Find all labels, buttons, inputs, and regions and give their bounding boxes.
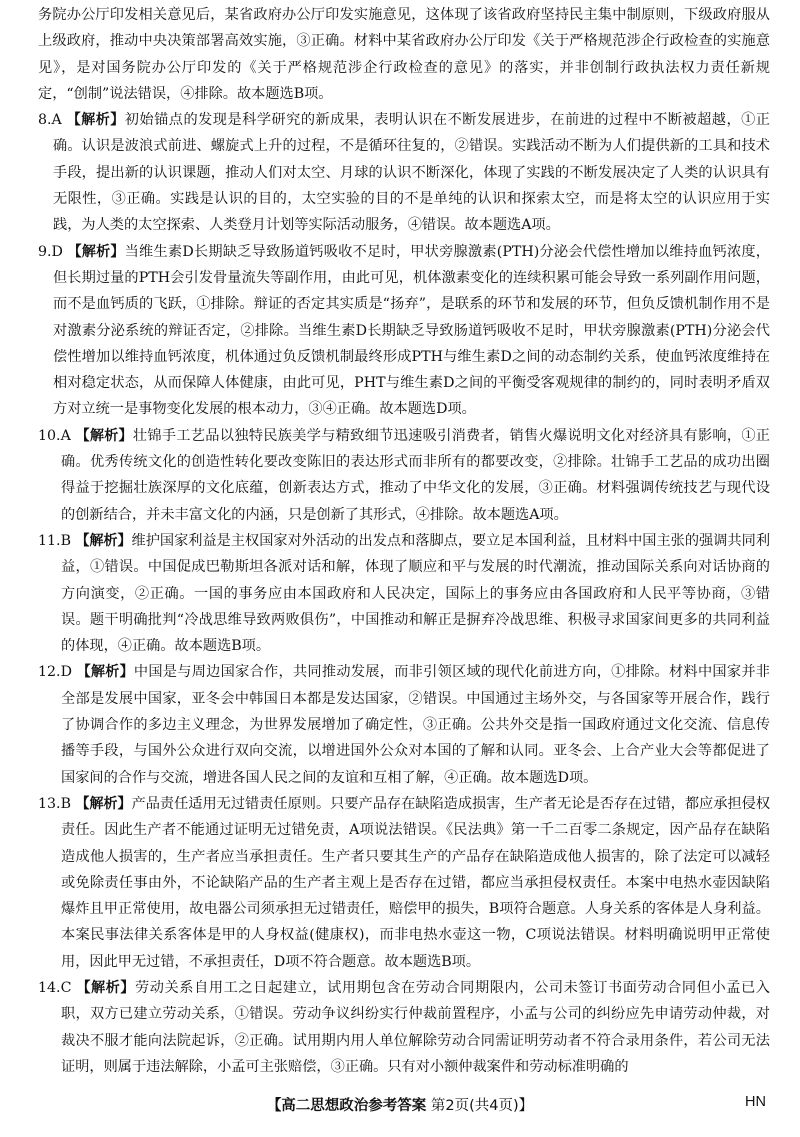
intro-paragraph: 务院办公厅印发相关意见后，某省政府办公厅印发实施意见，这体现了该省政府坚持民主集中制原则，下级政府服从上级政府，推动中央决策部署高效实施，③正确。材料中某省政府办公厅印发《关于严格规范涉企行政检查的实施意见》，是对国务院办公厅印发的《关于严格规范涉企行政检查的意见》的落实，并非创制行政执法权力责任新规定，“创制”说法错误，④排除。故本题选B项。	[38, 7, 770, 102]
item-answer: B	[60, 532, 72, 549]
item-answer: A	[51, 112, 62, 129]
item-text: 中国是与周边国家合作，共同推动发展，而非引领区域的现代化前进方向，①排除。材料中国家并非全部是发展中国家，亚冬会中韩国日本都是发达国家，②错误。中国通过主场外交，与各国家等开展合作，践行了协调合作的多边主义理念，为世界发展增加了确定性，③正确。公共外交是指一国政府通过文化交流、信息传播等手段，与国外公众进行双向交流，以增进国外公众对本国的了解和认同。亚冬会、上合产业大会等都促进了国家间的合作与交流，增进各国人民之间的友谊和互相了解，④正确。故本题选D项。	[61, 664, 770, 786]
page-footer	[0, 1094, 800, 1124]
answer-item-11	[38, 528, 770, 659]
answer-item-13	[38, 791, 770, 975]
item-number: 11.	[38, 532, 61, 549]
item-text: 当维生素D长期缺乏导致肠道钙吸收不足时，甲状旁腺激素(PTH)分泌会代偿性增加以维持血钙浓度，但长期过量的PTH会引发骨量流失等副作用，由此可见，机体激素变化的连续积累可能会导致一系列副作用问题，而不是血钙质的飞跃，①排除。辩证的否定其实质是“扬弃”，是联系的环节和发展的环节，但负反馈机制作用不是对激素分泌系统的辩证否定，②排除。当维生素D长期缺乏导致肠道钙吸收不足时，甲状旁腺激素(PTH)分泌会代偿性增加以维持血钙浓度，机体通过负反馈机制最终形成PTH与维生素D之间的动态制约关系，使血钙浓度维持在相对稳定状态，从而保障人体健康，由此可见，PHT与维生素D之间的平衡受客观规律的制约的，同时表明矛盾双方对立统一是事物变化发展的根本动力，③④正确。故本题选D项。	[53, 243, 770, 418]
item-text: 壮锦手工艺品以独特民族美学与精致细节迅速吸引消费者，销售火爆说明文化对经济具有影响，①正确。优秀传统文化的创造性转化要改变陈旧的表达形式而非所有的都要改变，②排除。壮锦手工艺品的成功出圈得益于挖掘壮族深厚的文化底蕴，创新表达方式，推动了中华文化的发展，③正确。材料强调传统技艺与现代设的创新结合，并未丰富文化的内涵，只是创新了其形式，④排除。故本题选A项。	[61, 427, 770, 523]
answer-item-14	[38, 975, 770, 1080]
answer-item-9	[38, 239, 770, 423]
item-answer: D	[60, 664, 72, 681]
item-number: 8.	[38, 112, 52, 129]
item-answer: B	[60, 795, 72, 812]
answer-item-10	[38, 423, 770, 528]
item-number: 9.	[38, 243, 52, 260]
footer-page-number: 第2页(共4页)】	[430, 1098, 534, 1114]
analysis-tag: 【解析】	[66, 112, 125, 129]
item-text: 产品责任适用无过错责任原则。只要产品存在缺陷造成损害，生产者无论是否存在过错，都应承担侵权责任。因此生产者不能通过证明无过错免责，A项说法错误。《民法典》第一千二百零二条规定，因产品存在缺陷造成他人损害的，生产者应当承担责任。生产者只要其生产的产品存在缺陷造成他人损害的，除了法定可以减轻或免除责任事由外，不论缺陷产品的生产者主观上是否存在过错，都应当承担侵权责任。本案中电热水壶因缺陷爆炸且甲正常使用，故电器公司须承担无过错责任，赔偿甲的损失，B项符合题意。人身关系的客体是人身利益。本案民事法律关系客体是甲的人身权益(健康权)，而非电热水壶这一物，C项说法错误。材料明确说明甲正常使用，因此甲无过错，不承担责任，D项不符合题意。故本题选B项。	[61, 795, 771, 970]
analysis-tag: 【解析】	[76, 979, 135, 996]
analysis-tag: 【解析】	[75, 795, 132, 812]
footer-center	[0, 1094, 800, 1115]
answer-content	[38, 2, 770, 1080]
item-text: 劳动关系自用工之日起建立，试用期包含在劳动合同期限内，公司未签订书面劳动合同但小孟已入职，双方已建立劳动关系，①错误。劳动争议纠纷实行仲裁前置程序，小孟与公司的纠纷应先申请劳动仲裁，对裁决不服才能向法院起诉，②正确。试用期内用人单位解除劳动合同需证明劳动者不符合录用条件，若公司无法证明，则属于违法解除，小孟可主张赔偿，③正确。只有对小额仲裁案件和劳动标准明确的	[61, 979, 770, 1075]
answer-item-12	[38, 659, 770, 790]
answer-item-8	[38, 107, 770, 238]
analysis-tag: 【解析】	[76, 664, 134, 681]
item-number: 13.	[38, 795, 61, 812]
item-answer: A	[60, 427, 71, 444]
item-number: 10.	[38, 427, 61, 444]
analysis-tag: 【解析】	[67, 243, 125, 260]
item-answer: C	[60, 979, 72, 996]
item-text: 维护国家利益是主权国家对外活动的出发点和落脚点，要立足本国利益，且材料中国主张的强调共同利益，①错误。中国促成巴勒斯坦各派对话和解，体现了顺应和平与发展的时代潮流，推动国际关系向对话协商的方向演变，②正确。一国的事务应由本国政府和人民决定，国际上的事务应由各国政府和人民平等协商，③错误。题干明确批判“冷战思维导致两败俱伤”，中国推动和解正是摒弃冷战思维、积极寻求国家间更多的共同利益的体现，④正确。故本题选B项。	[61, 532, 771, 655]
analysis-tag: 【解析】	[75, 532, 132, 549]
item-text: 初始锚点的发现是科学研究的新成果，表明认识在不断发展进步，在前进的过程中不断被超越，①正确。认识是波浪式前进、螺旋式上升的过程，不是循环往复的，②错误。实践活动不断为人们提供新的工具和技术手段，提出新的认识课题，推动人们对太空、月球的认识不断深化，体现了实践的不断发展决定了人类的认识具有无限性，③正确。实践是认识的目的，太空实验的目的不是单纯的认识和探索太空，而是将太空的认识应用于实践，为人类的太空探索、人类登月计划等实际活动服务，④错误。故本题选A项。	[53, 112, 770, 234]
footer-code: HN	[745, 1094, 766, 1110]
footer-title: 【高二思想政治参考答案	[266, 1098, 427, 1114]
item-answer: D	[51, 243, 63, 260]
item-number: 12.	[38, 664, 61, 681]
analysis-tag: 【解析】	[75, 427, 133, 444]
item-number: 14.	[38, 979, 61, 996]
